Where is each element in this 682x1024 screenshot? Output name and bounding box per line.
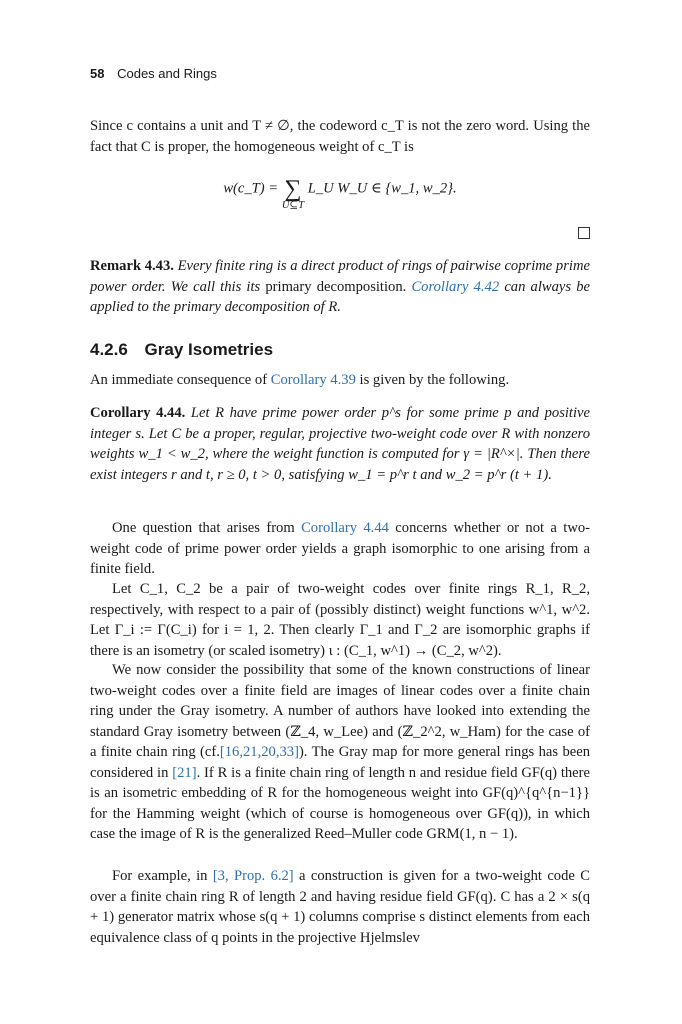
para3-text-b: ). The Gray map for more general rings has been considered in xyxy=(90,744,591,781)
intro-paragraph: Since c contains a unit and T ≠ ∅, the codeword c_T is not the zero word. Using the fact that C is proper, the homogeneous weight of c_T is xyxy=(90,118,590,155)
para3-text-a: We now consider the possibility that some of the known constructions of linear two-weight codes over a finite field are images of linear codes over a finite chain ring under the Gray isometry. A number of authors have looked into extending the standard Gray isometry between (ℤ_4, w_Lee) and (ℤ_2^2, w_Ham) for the case of a finite chain ring (cf. xyxy=(90,662,590,760)
remark-term: primary decomposition. xyxy=(265,278,407,295)
corollary-4-42-link[interactable]: Corollary 4.42 xyxy=(411,278,500,295)
paragraph-3 xyxy=(90,660,590,845)
corollary-4-44-link[interactable]: Corollary 4.44 xyxy=(301,520,389,536)
section-number: 4.2.6 xyxy=(90,340,128,359)
immediate-consequence xyxy=(90,370,590,391)
running-title: Codes and Rings xyxy=(117,66,217,81)
equation-lhs: w(c_T) = xyxy=(223,180,279,197)
remark-label: Remark 4.43. xyxy=(90,258,174,274)
weight-equation xyxy=(90,172,590,211)
para1-text-a: One question that arises from xyxy=(112,520,295,536)
citation-21-link[interactable]: [21] xyxy=(172,764,197,781)
para4-text-a: For example, in xyxy=(112,868,208,884)
page-number: 58 xyxy=(90,66,105,81)
section-heading xyxy=(90,340,273,360)
sum-index: U⊆T xyxy=(281,200,305,211)
section-title: Gray Isometries xyxy=(144,340,274,359)
remark-text-b: can always be applied to the primary decomposition of R. xyxy=(90,278,591,315)
immediate-text-a: An immediate consequence of xyxy=(90,372,268,388)
immediate-text-b: is given by the following. xyxy=(359,372,510,388)
corollary-4-39-link[interactable]: Corollary 4.39 xyxy=(270,372,356,388)
paragraph-2: Let C_1, C_2 be a pair of two-weight codes over finite rings R_1, R_2, respectively, with respect to a pair of (possibly distinct) weight functions w^1, w^2. Let Γ_i := Γ(C_i) for i = 1, 2. Then clearly Γ_1 and Γ_2 are isomorphic graphs if there is an isometry (or scaled isometry) ι : (C_1, w^1) → (C_2, w^2). xyxy=(90,581,590,659)
para3-text-c: . If R is a finite chain ring of length n and residue field GF(q) there is an isometric embedding of R for the homogeneous weight into GF(q)^{q^{n−1}} for the Hamming weight (which of course is homogeneous over GF(q)), in which case the image of R is the generalized Reed–Muller code GRM(1, n − 1). xyxy=(90,764,590,842)
sum-symbol: ∑ xyxy=(284,176,302,202)
corollary-label: Corollary 4.44. xyxy=(90,405,186,421)
remark-text-a: Every finite ring is a direct product of rings of pairwise coprime prime power order. We call this its xyxy=(90,258,590,295)
remark-4-43 xyxy=(90,256,590,318)
citation-3-prop-6-2-link[interactable]: [3, Prop. 6.2] xyxy=(212,868,294,884)
corollary-text: Let R have prime power order p^s for some prime p and positive integer s. Let C be a proper, regular, projective two-weight code over R with nonzero weights w_1 < w_2, where the weight function is computed for γ = |R^×|. Then there exist integers r and t, r ≥ 0, t > 0, satisfying w_1 = p^r t and w_2 = p^r (t + 1). xyxy=(90,405,590,483)
paragraph-4 xyxy=(90,866,590,948)
qed-box-icon xyxy=(578,227,590,239)
equation-rhs: L_U W_U ∈ {w_1, w_2}. xyxy=(307,180,457,197)
corollary-4-44 xyxy=(90,403,590,485)
para4-text-b: a construction is given for a two-weight code C over a finite chain ring R of length 2 and having residue field GF(q). C has a 2 × s(q + 1) generator matrix whose s(q + 1) columns comprise s distinct elements from each equivalence class of q points in the projective Hjelmslev xyxy=(90,868,590,946)
summation xyxy=(282,178,304,212)
para1-text-b: concerns whether or not a two-weight code of prime power order yields a graph isomorphic to one arising from a finite field. xyxy=(90,520,591,577)
citation-16-21-20-33-link[interactable]: [16,21,20,33] xyxy=(219,744,299,760)
paragraph-1 xyxy=(90,518,590,580)
running-header xyxy=(90,66,217,81)
